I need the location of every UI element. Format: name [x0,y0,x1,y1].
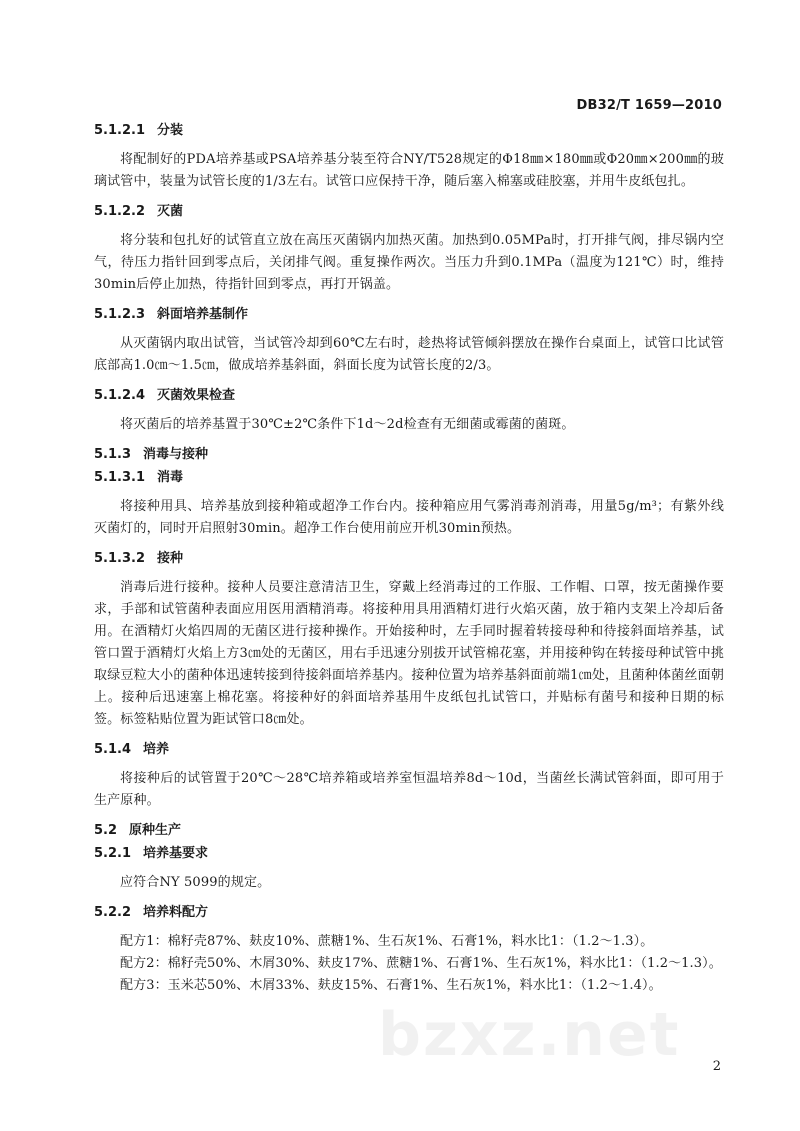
section-heading [94,307,724,330]
section-title: 培养料配方 [143,905,209,920]
section-heading [94,388,724,411]
section-number: 5.2.2 [94,905,132,920]
watermark-logo: bzxz.net [378,1000,681,1070]
section-paragraph: 将接种用具、培养基放到接种箱或超净工作台内。接种箱应用气雾消毒剂消毒，用量5g/m³；有紫外线灭菌灯的，同时开启照射30min。超净工作台使用前应开机30min预热。 [94,499,724,536]
section-heading [94,447,724,470]
section-heading [94,823,724,846]
section-heading [94,905,724,928]
section-number: 5.1.4 [94,742,132,757]
section-heading [94,204,724,227]
section-heading [94,123,724,146]
section-heading [94,742,724,765]
section-paragraph: 将灭菌后的培养基置于30℃±2℃条件下1d～2d检查有无细菌或霉菌的菌斑。 [120,417,575,432]
section-title: 原种生产 [129,823,182,838]
section-heading [94,551,724,574]
section-paragraph: 消毒后进行接种。接种人员要注意清洁卫生，穿戴上经消毒过的工作服、工作帽、口罩，按无菌操作要求，手部和试管菌种表面应用医用酒精消毒。将接种用具用酒精灯进行火焰灭菌，放于箱内支架上冷却后备用。在酒精灯火焰四周的无菌区进行接种操作。开始接种时，左手同时握着转接母种和待接斜面培养基，试管口置于酒精灯火焰上方3㎝处的无菌区，用右手迅速分别拔开试管棉花塞，并用接种钩在转接母种试管中挑取绿豆粒大小的菌种体迅速转接到待接斜面培养基内。接种位置为培养基斜面前端1㎝处，且菌种体菌丝面朝上。接种后迅速塞上棉花塞。将接种好的斜面培养基用牛皮纸包扎试管口，并贴标有菌号和接种日期的标签。标签粘贴位置为距试管口8㎝处。 [94,580,724,727]
section-paragraph: 将配制好的PDA培养基或PSA培养基分装至符合NY/T528规定的Φ18㎜×180㎜或Φ20㎜×200㎜的玻璃试管中，装量为试管长度的1/3左右。试管口应保持干净，随后塞入棉塞或硅胶塞，并用牛皮纸包扎。 [94,152,724,189]
section-paragraph: 应符合NY 5099的规定。 [120,875,271,890]
section-title: 灭菌效果检查 [157,388,236,403]
section-title: 消毒与接种 [143,447,209,462]
section-title: 接种 [157,551,184,566]
section-number: 5.1.3.1 [94,470,145,485]
section-number: 5.2 [94,823,118,838]
section-title: 灭菌 [157,204,184,219]
section-number: 5.2.1 [94,846,132,861]
section-heading [94,470,724,493]
formula-list [94,931,724,997]
formula-item: 配方3：玉米芯50%、木屑33%、麸皮15%、石膏1%、生石灰1%，料水比1：（1.2～1.4）。 [120,978,662,993]
section-number: 5.1.2.4 [94,388,145,403]
section-number: 5.1.3.2 [94,551,145,566]
section-title: 培养 [143,742,170,757]
document-code: DB32/T 1659—2010 [576,98,722,113]
section-number: 5.1.2.1 [94,123,145,138]
section-title: 斜面培养基制作 [157,307,249,322]
section-heading [94,846,724,869]
section-number: 5.1.3 [94,447,132,462]
document-body [94,123,724,997]
section-title: 培养基要求 [143,846,209,861]
section-paragraph: 将接种后的试管置于20℃～28℃培养箱或培养室恒温培养8d～10d，当菌丝长满试管斜面，即可用于生产原种。 [94,771,724,808]
section-title: 分装 [157,123,184,138]
page-number: 2 [712,1059,721,1074]
section-title: 消毒 [157,470,184,485]
formula-item: 配方2：棉籽壳50%、木屑30%、麸皮17%、蔗糖1%、石膏1%、生石灰1%，料水比1：（1.2～1.3）。 [120,956,722,971]
section-paragraph: 从灭菌锅内取出试管，当试管冷却到60℃左右时，趁热将试管倾斜摆放在操作台桌面上，试管口比试管底部高1.0㎝～1.5㎝，做成培养基斜面，斜面长度为试管长度的2/3。 [94,336,724,373]
section-paragraph: 将分装和包扎好的试管直立放在高压灭菌锅内加热灭菌。加热到0.05MPa时，打开排气阀，排尽锅内空气，待压力指针回到零点后，关闭排气阀。重复操作两次。当压力升到0.1MPa（温度为121℃）时，维持30min后停止加热，待指针回到零点，再打开锅盖。 [94,233,724,292]
section-number: 5.1.2.3 [94,307,145,322]
section-number: 5.1.2.2 [94,204,145,219]
formula-item: 配方1：棉籽壳87%、麸皮10%、蔗糖1%、生石灰1%、石膏1%，料水比1：（1.2～1.3）。 [120,934,654,949]
